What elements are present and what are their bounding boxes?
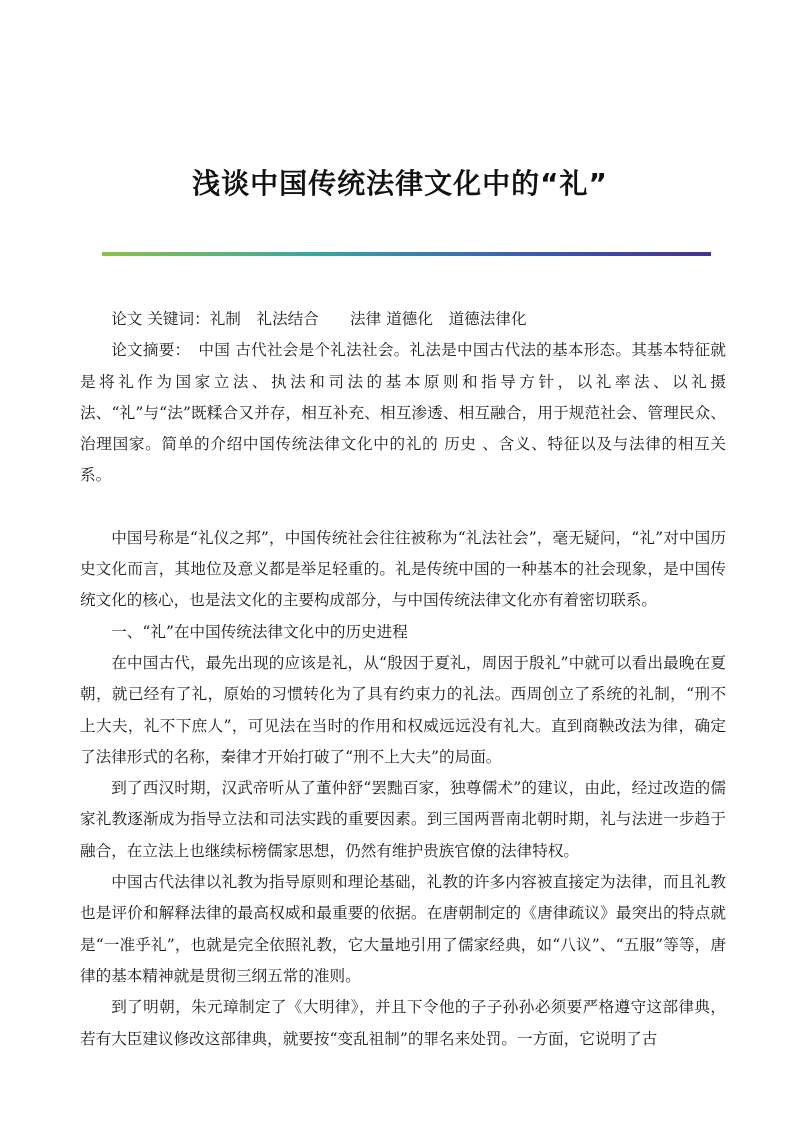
body-paragraph: 在中国古代，最先出现的应该是礼，从“殷因于夏礼，周因于殷礼”中就可以看出最晚在夏朝，就已经有了礼，原始的习惯转化为了具有约束力的礼法。西周创立了系统的礼制，“刑不上大夫，礼不下庶人”，可见法在当时的作用和权威远远没有礼大。直到商鞅改法为律，确定了法律形式的名称，秦律才开始打破了“刑不上大夫”的局面。 (80, 653, 726, 766)
body-paragraph: 中国古代法律以礼教为指导原则和理论基础，礼教的许多内容被直接定为法律，而且礼教也是评价和解释法律的最高权威和最重要的依据。在唐朝制定的《唐律疏议》最突出的特点就是“一准乎礼”，也就是完全依照礼教，它大量地引用了儒家经典，如“八议”、“五服”等等，唐律的基本精神就是贯彻三纲五常的准则。 (80, 873, 726, 985)
section-heading: 一、“礼”在中国传统法律文化中的历史进程 (111, 622, 408, 641)
keywords-line: 论文 关键词：礼制 礼法结合 法律 道德化 道德法律化 (111, 310, 527, 328)
intro-paragraph: 中国号称是“礼仪之邦”，中国传统社会往往被称为“礼法社会”，毫无疑问，“礼”对中国历史文化而言，其地位及意义都是举足轻重的。礼是传统中国的一种基本的社会现象，是中国传统文化的核心，也是法文化的主要构成部分，与中国传统法律文化亦有着密切联系。 (80, 528, 726, 610)
title-divider (102, 252, 711, 256)
body-paragraph: 到了明朝，朱元璋制定了《大明律》，并且下令他的子子孙孙必须要严格遵守这部律典，若有大臣建议修改这部律典，就要按“变乱祖制”的罪名来处罚。一方面，它说明了古 (80, 998, 726, 1048)
paragraph-spacer (80, 492, 726, 523)
abstract-paragraph: 论文摘要： 中国 古代社会是个礼法社会。礼法是中国古代法的基本形态。其基本特征就是将礼作为国家立法、执法和司法的基本原则和指导方针，以礼率法、以礼摄法、“礼”与“法”既糅合又并存，相互补充、相互渗透、相互融合，用于规范社会、管理民众、治理国家。简单的介绍中国传统法律文化中的礼的 历史 、含义、特征以及与法律的相互关系。 (80, 341, 726, 485)
document-body (80, 304, 726, 1055)
body-paragraph: 到了西汉时期，汉武帝听从了董仲舒“罢黜百家，独尊儒术”的建议，由此，经过改造的儒家礼教逐渐成为指导立法和司法实践的重要因素。到三国两晋南北朝时期，礼与法进一步趋于融合，在立法上也继续标榜儒家思想，仍然有维护贵族官僚的法律特权。 (80, 779, 726, 860)
document-title: 浅谈中国传统法律文化中的“礼” (192, 167, 608, 200)
